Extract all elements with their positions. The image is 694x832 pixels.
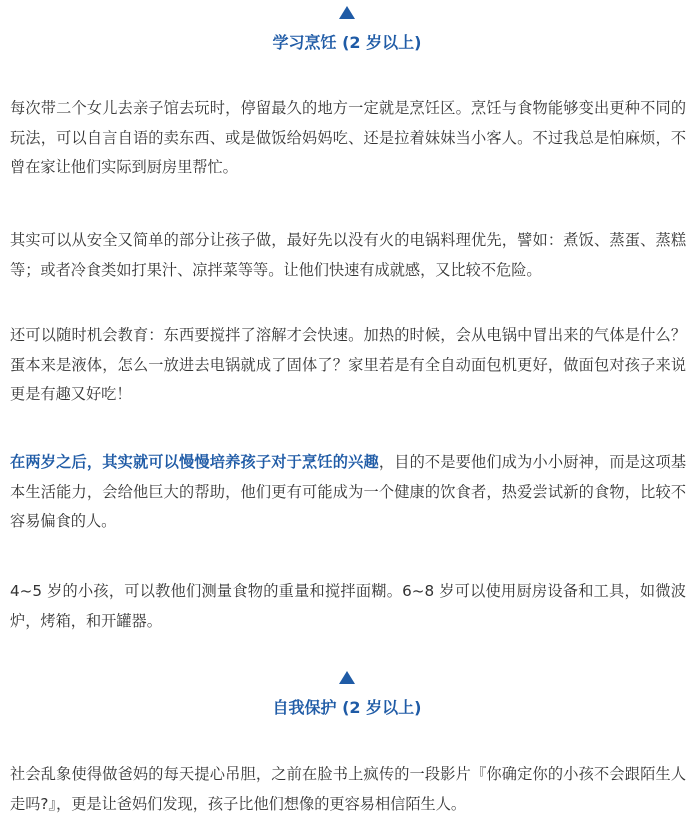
paragraph-text: ，目的不是要他们成为小小厨神，而是这项基本生活能力，会给他巨大的帮助，他们更有可能成为一个健康的饮食者，热爱尝试新的食物，比较不容易偏食的人。 bbox=[10, 453, 687, 530]
section-header-cooking bbox=[0, 6, 694, 54]
section-header-self-protection bbox=[0, 671, 694, 719]
paragraph-cooking-interest bbox=[10, 448, 686, 537]
section-title-self-protection: 自我保护 (2 岁以上) bbox=[272, 698, 422, 717]
triangle-up-icon bbox=[339, 671, 355, 684]
highlight-text: 在两岁之后，其实就可以慢慢培养孩子对于烹饪的兴趣 bbox=[10, 453, 379, 471]
section-title-cooking: 学习烹饪 (2 岁以上) bbox=[272, 33, 422, 52]
triangle-up-icon bbox=[339, 6, 355, 19]
paragraph-cooking-education: 还可以随时机会教育：东西要搅拌了溶解才会快速。加热的时候，会从电锅中冒出来的气体是什么？蛋本来是液体，怎么一放进去电锅就成了固体了？家里若是有全自动面包机更好，做面包对孩子来说更是有趣又好吃！ bbox=[10, 326, 686, 403]
paragraph-cooking-ages: 4~5 岁的小孩，可以教他们测量食物的重量和搅拌面糊。6~8 岁可以使用厨房设备和工具，如微波炉，烤箱，和开罐器。 bbox=[10, 582, 686, 630]
paragraph-self-protection-intro: 社会乱象使得做爸妈的每天提心吊胆，之前在脸书上疯传的一段影片『你确定你的小孩不会跟陌生人走吗?』，更是让爸妈们发现，孩子比他们想像的更容易相信陌生人。 bbox=[10, 765, 686, 813]
paragraph-cooking-intro: 每次带二个女儿去亲子馆去玩时，停留最久的地方一定就是烹饪区。烹饪与食物能够变出更种不同的玩法，可以自言自语的卖东西、或是做饭给妈妈吃、还是拉着妹妹当小客人。不过我总是怕麻烦，不曾在家让他们实际到厨房里帮忙。 bbox=[10, 99, 686, 176]
paragraph-cooking-safety: 其实可以从安全又简单的部分让孩子做，最好先以没有火的电锅料理优先，譬如：煮饭、蒸蛋、蒸糕等；或者冷食类如打果汁、凉拌菜等等。让他们快速有成就感，又比较不危险。 bbox=[10, 231, 686, 279]
